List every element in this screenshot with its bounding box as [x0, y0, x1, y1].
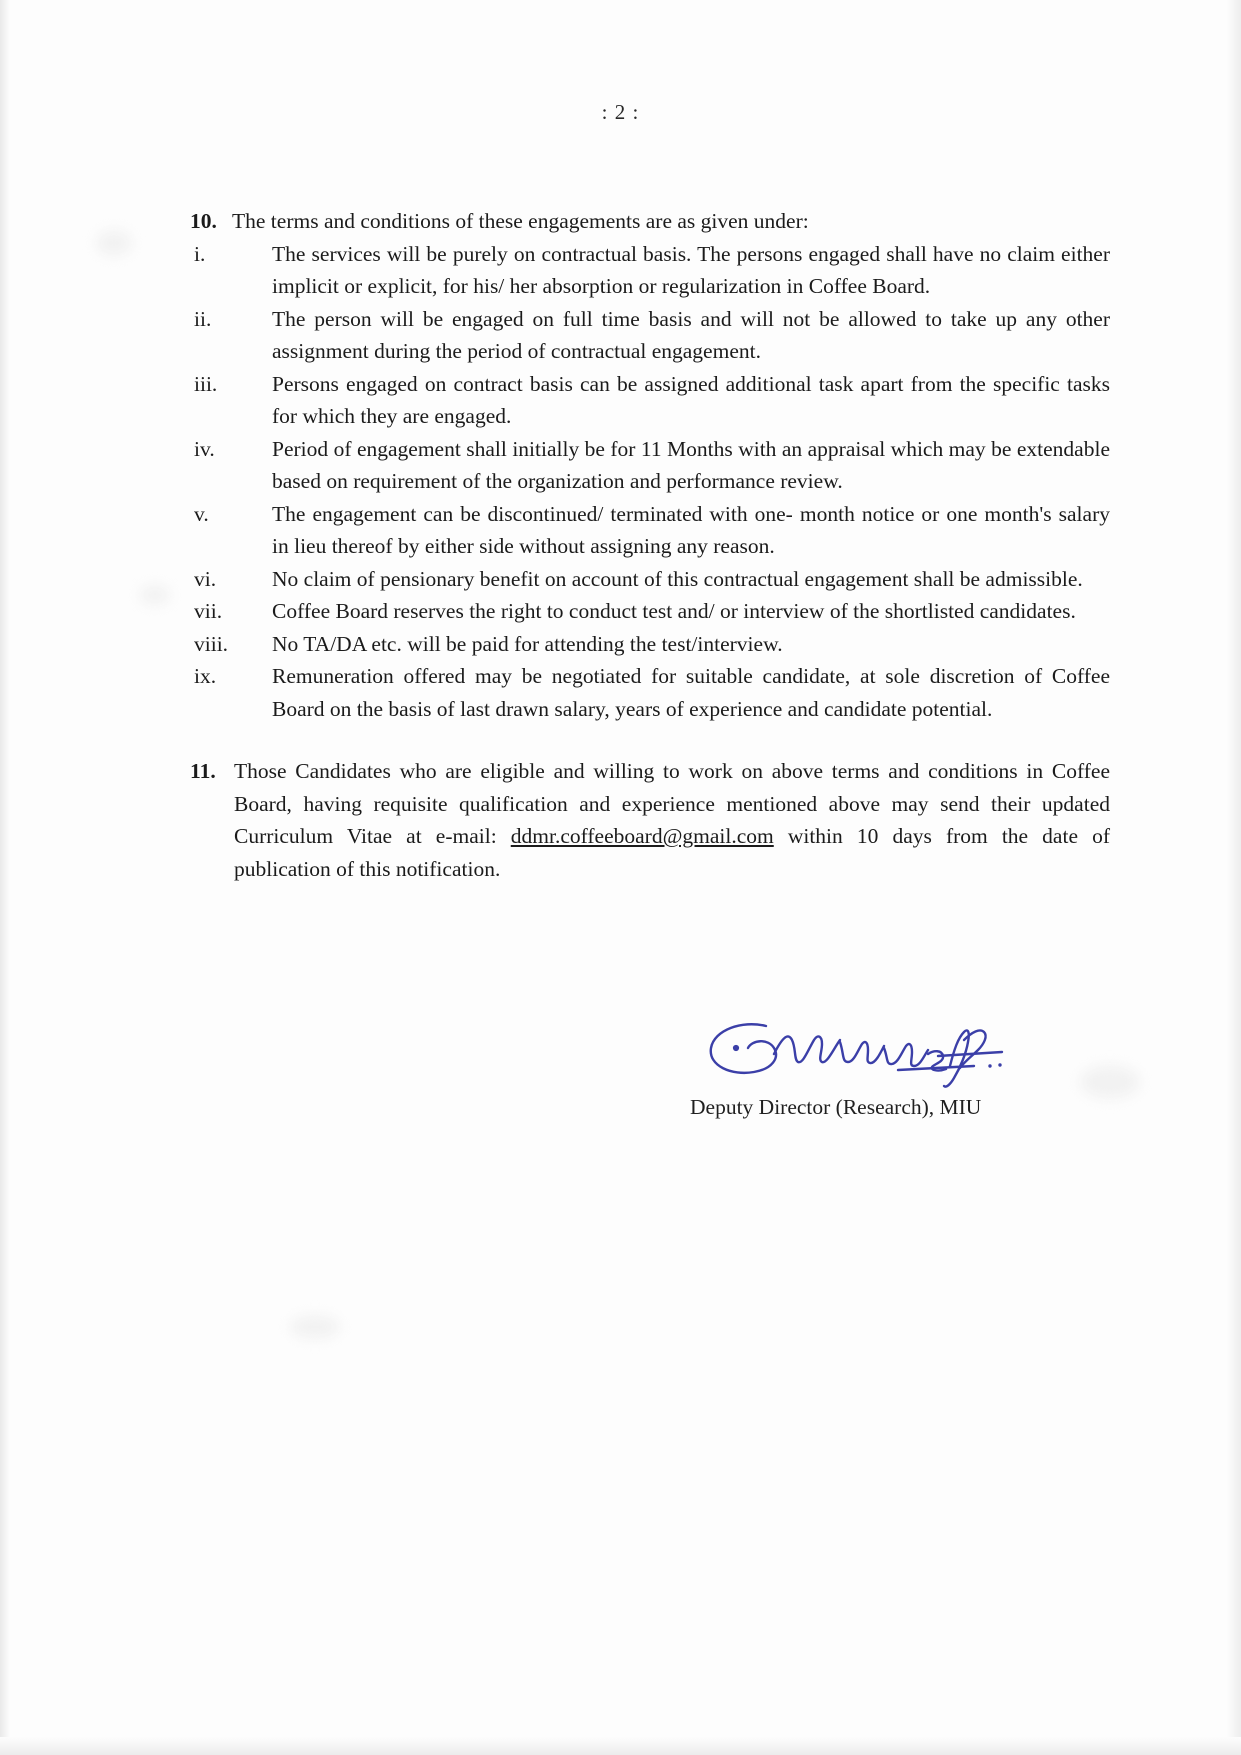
clause-10: [190, 205, 1110, 238]
sub-item-viii: [190, 628, 1110, 661]
sub-item-ii: [190, 303, 1110, 368]
sub-item-iii: [190, 368, 1110, 433]
clause-11-text-after-email: within 10 days from the date of publication of this notification.: [234, 824, 1110, 881]
sub-item-viii-marker: viii.: [194, 631, 229, 656]
sub-item-iv-text: Period of engagement shall initially be for 11 Months with an appraisal which may be extendable based on requirement of the organization and performance review.: [272, 436, 1110, 493]
clause-11-number: 11.: [190, 759, 216, 783]
scan-edge-right: [1227, 0, 1241, 1755]
sub-item-v-marker: v.: [194, 501, 209, 526]
scan-edge-left: [0, 0, 10, 1755]
sub-item-vii-text: Coffee Board reserves the right to conduct test and/ or interview of the shortlisted candidates.: [272, 599, 1076, 623]
sub-item-ii-text: The person will be engaged on full time basis and will not be allowed to take up any other assignment during the period of contractual engagement.: [272, 306, 1110, 363]
sub-item-i: [190, 238, 1110, 303]
sub-item-ii-marker: ii.: [194, 306, 212, 331]
sub-item-iii-marker: iii.: [194, 371, 218, 396]
email-link[interactable]: ddmr.coffeeboard@gmail.com: [510, 824, 774, 848]
clause-10-text: The terms and conditions of these engagements are as given under:: [232, 209, 809, 233]
scan-edge-bottom: [0, 1737, 1241, 1755]
scan-smudge: [96, 230, 132, 256]
sub-item-ix: [190, 660, 1110, 725]
sub-item-vi-marker: vi.: [194, 566, 217, 591]
signature-caption: Deputy Director (Research), MIU: [690, 1095, 982, 1119]
handwritten-signature: [702, 1010, 1022, 1092]
sub-item-v: [190, 498, 1110, 563]
sub-item-iv-marker: iv.: [194, 436, 215, 461]
clause-11: [190, 755, 1110, 885]
sub-item-iv: [190, 433, 1110, 498]
sub-item-i-marker: i.: [194, 241, 206, 266]
signature-block: [690, 1010, 1110, 1122]
clause-11-text-before-email: Those Candidates who are eligible and willing to work on above terms and conditions in Coffee Board, having requisite qualification and experience mentioned above may send their updated Curriculum Vitae at e-mail:: [234, 759, 1110, 848]
sub-item-vi: [190, 563, 1110, 596]
clause-10-sub-list: [190, 238, 1110, 726]
scan-smudge: [140, 585, 170, 605]
clause-11-text: [234, 755, 1110, 885]
document-body: [190, 205, 1110, 885]
sub-item-iii-text: Persons engaged on contract basis can be assigned additional task apart from the specific tasks for which they are engaged.: [272, 371, 1110, 428]
sub-item-vii: [190, 595, 1110, 628]
sub-item-vii-marker: vii.: [194, 599, 223, 623]
sub-item-ix-text: Remuneration offered may be negotiated for suitable candidate, at sole discretion of Coffee Board on the basis of last drawn salary, years of experience and candidate potential.: [272, 664, 1110, 721]
sub-item-vi-text: No claim of pensionary benefit on account of this contractual engagement shall be admissible.: [272, 566, 1083, 591]
scan-smudge: [290, 1315, 340, 1339]
sub-item-ix-marker: ix.: [194, 664, 217, 688]
sub-item-i-text: The services will be purely on contractual basis. The persons engaged shall have no claim either implicit or explicit, for his/ her absorption or regularization in Coffee Board.: [272, 241, 1110, 298]
clause-10-number: 10.: [190, 209, 217, 233]
sub-item-v-text: The engagement can be discontinued/ terminated with one- month notice or one month's salary in lieu thereof by either side without assigning any reason.: [272, 501, 1110, 558]
sub-item-viii-text: No TA/DA etc. will be paid for attending the test/interview.: [272, 631, 783, 656]
page-number-marker: : 2 :: [601, 100, 640, 124]
